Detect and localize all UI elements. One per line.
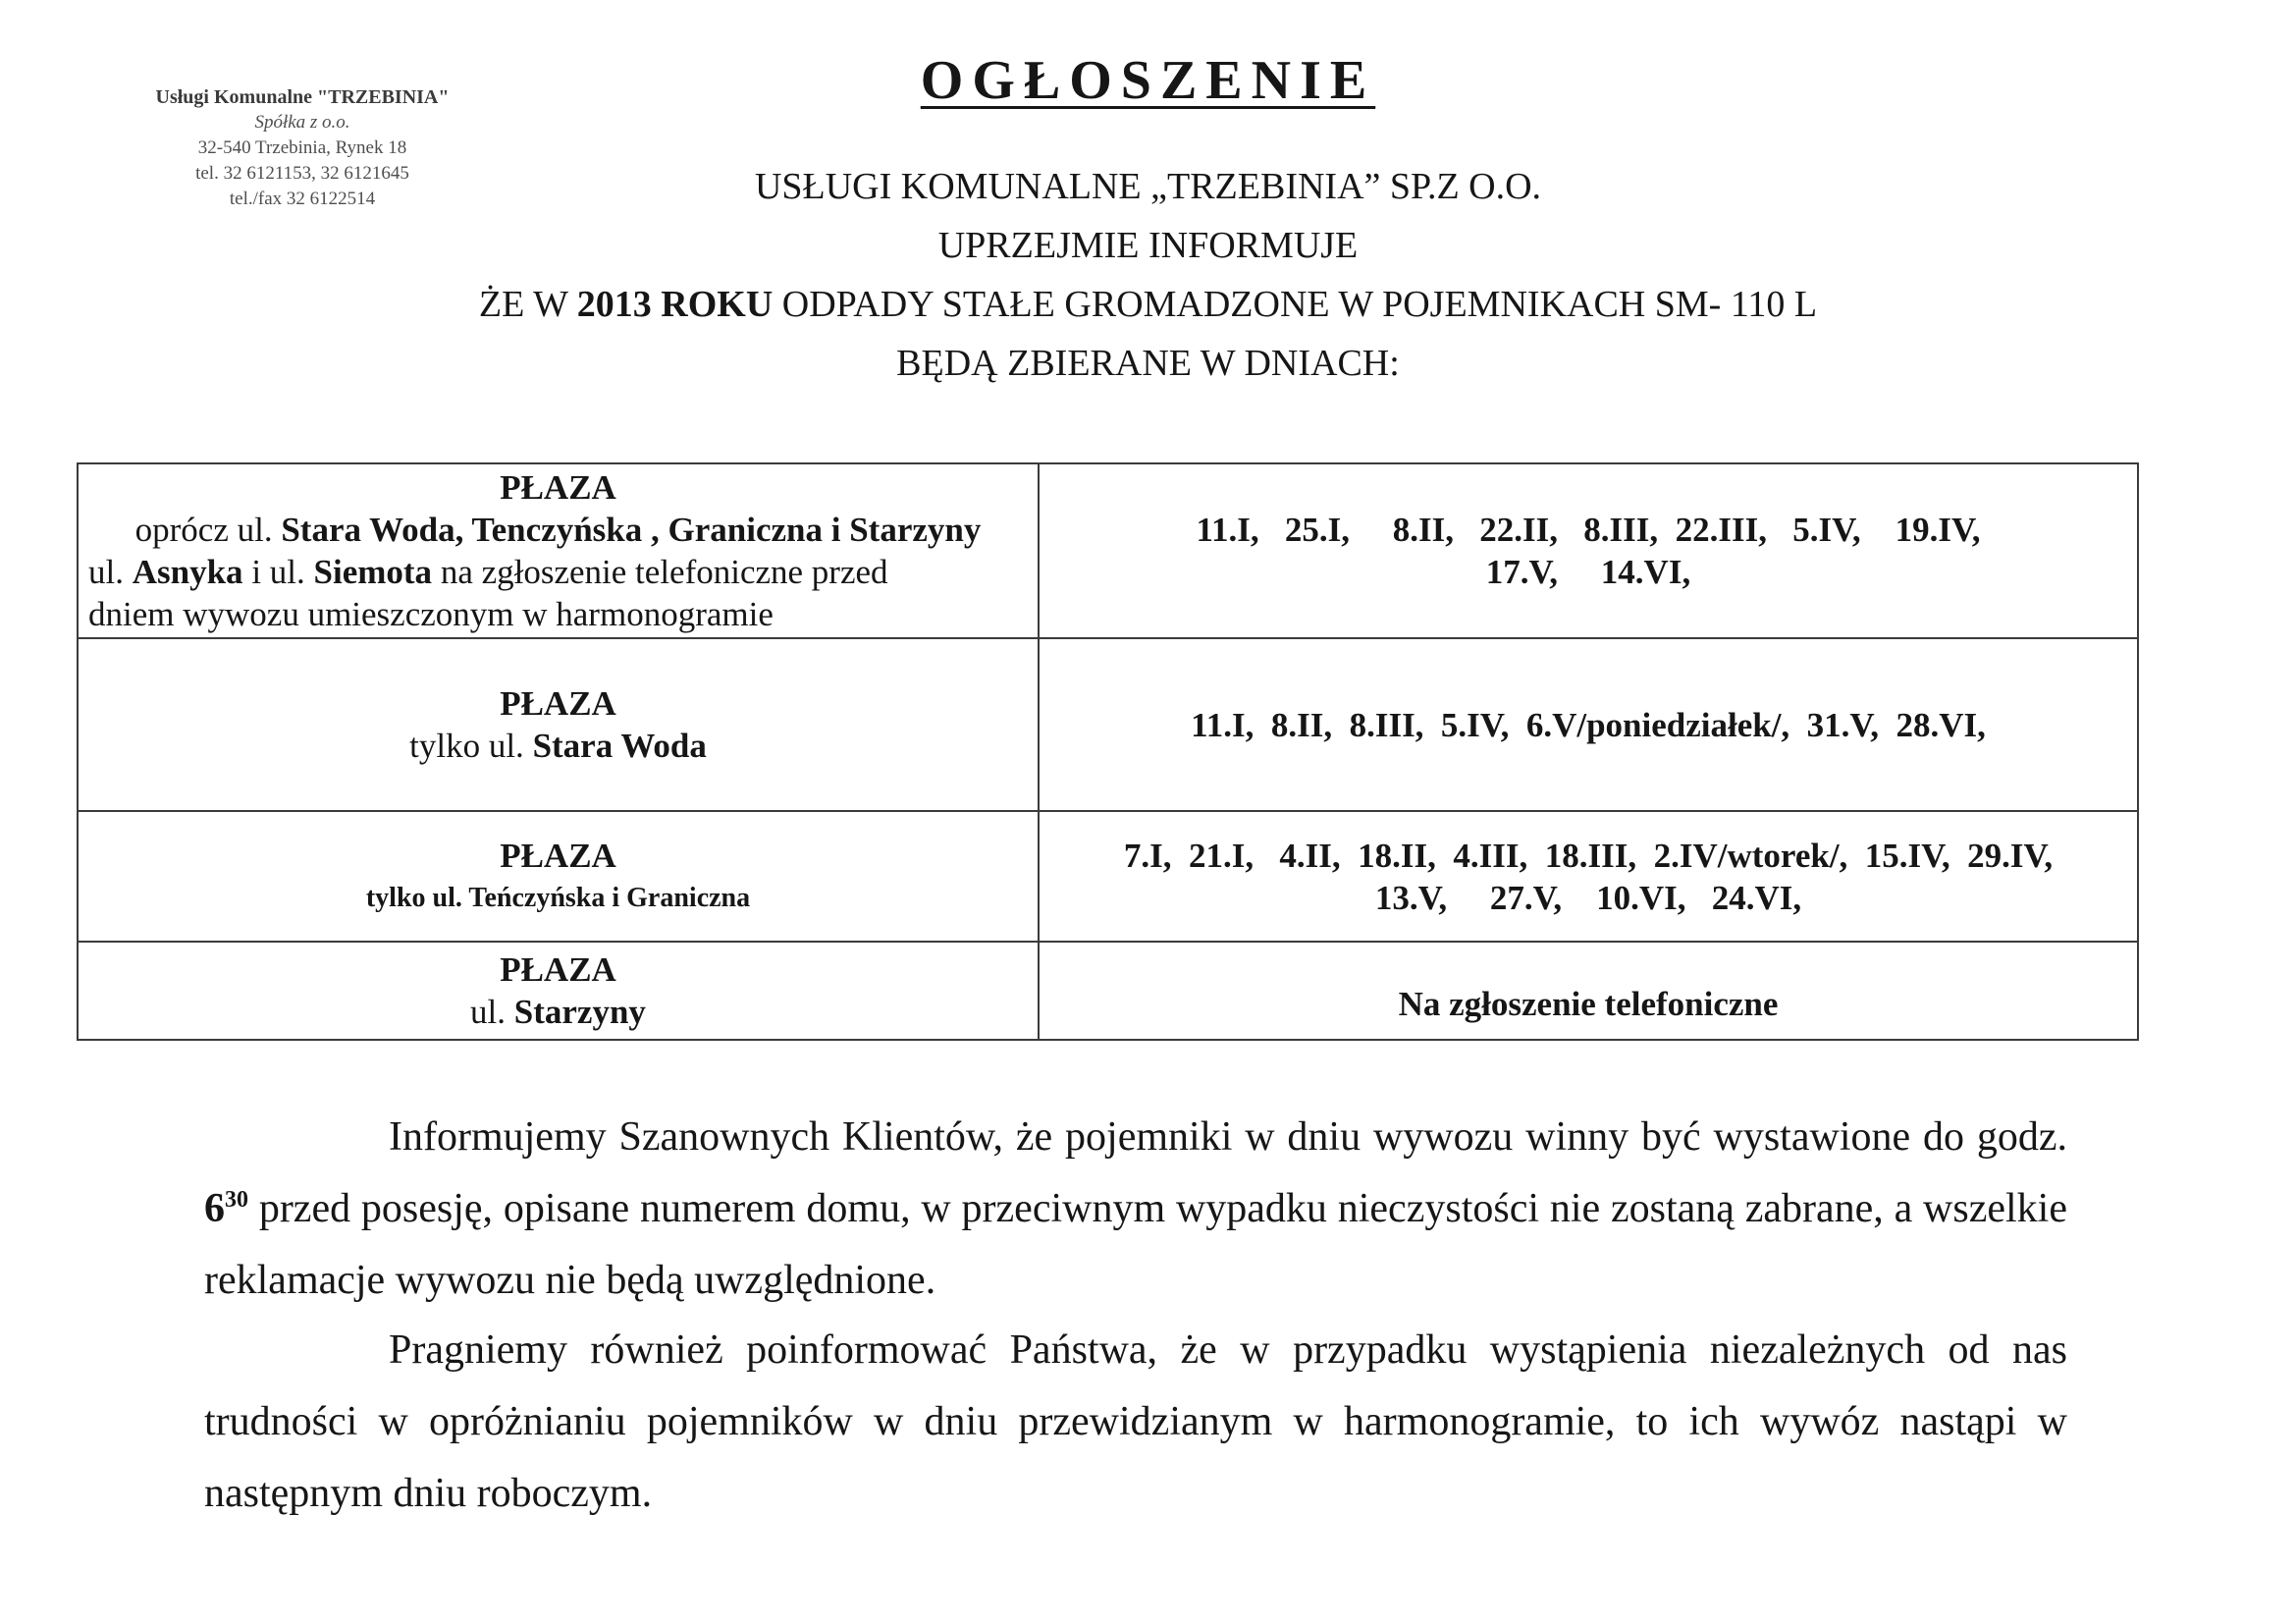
area-name: PŁAZA <box>500 684 616 723</box>
desc-text: tylko ul. <box>409 727 533 765</box>
paragraph-text: Pragniemy również poinformować Państwa, że w przypadku wystąpienia niezależnych od nas trudności w opróżnianiu pojemników w dniu przewidzianym w harmonogramie, to ich wywóz nastąpi w następnym dniu roboczym. <box>204 1327 2067 1516</box>
desc-text: ul. <box>88 553 133 591</box>
days-line: 13.V, 27.V, 10.VI, 24.VI, <box>1374 878 1802 917</box>
collection-line-start: ŻE W <box>478 284 577 325</box>
days-cell <box>1039 463 2138 638</box>
area-desc: tylko ul. Teńczyńska i Graniczna <box>365 882 751 913</box>
days-line: 11.I, 25.I, 8.II, 22.II, 8.III, 22.III, 5.IV, 19.IV, <box>1196 511 1981 549</box>
days-cell <box>1039 942 2138 1040</box>
area-desc <box>88 551 1028 593</box>
desc-streets: Stara Woda, Tenczyńska , Graniczna i Starzyny <box>281 511 982 549</box>
table-row <box>78 638 2138 811</box>
area-cell <box>78 811 1039 942</box>
desc-text: na zgłoszenie telefoniczne przed <box>432 553 888 591</box>
desc-street: Starzyny <box>513 993 646 1031</box>
area-cell <box>78 942 1039 1040</box>
paragraph-text: przed posesję, opisane numerem domu, w przeciwnym wypadku nieczystości nie zostaną zabrane, a wszelkie reklamacje wywozu nie będą uwzględnione. <box>204 1186 2067 1303</box>
days-line: 11.I, 8.II, 8.III, 5.IV, 6.V/poniedziałek/, 31.V, 28.VI, <box>1191 705 1986 744</box>
area-name: PŁAZA <box>500 468 616 507</box>
desc-street: Asnyka <box>132 553 243 591</box>
area-cell <box>78 638 1039 811</box>
area-name: PŁAZA <box>500 836 616 875</box>
stamp-line: tel. 32 6121153, 32 6121645 <box>195 163 409 184</box>
stamp-line: tel./fax 32 6122514 <box>229 189 376 209</box>
schedule-table <box>77 462 2139 1041</box>
table-row <box>78 463 2138 638</box>
collection-line-end: ODPADY STAŁE GROMADZONE W POJEMNIKACH SM- 110 L <box>773 284 1818 325</box>
collection-line <box>0 275 2296 334</box>
days-cell <box>1039 638 2138 811</box>
stamp-line: Usługi Komunalne "TRZEBINIA" <box>155 86 450 108</box>
days-cell <box>1039 811 2138 942</box>
info-paragraph <box>204 1315 2067 1530</box>
year: 2013 ROKU <box>576 284 774 325</box>
company-name: USŁUGI KOMUNALNE „TRZEBINIA” SP.Z O.O. <box>754 166 1542 207</box>
desc-street: Stara Woda <box>532 727 707 765</box>
days-intro: BĘDĄ ZBIERANE W DNIACH: <box>896 343 1400 384</box>
announcement-header <box>0 157 2296 393</box>
area-desc <box>88 725 1028 767</box>
desc-text: i ul. <box>242 553 314 591</box>
area-desc <box>88 509 1028 551</box>
stamp-line: 32-540 Trzebinia, Rynek 18 <box>197 137 407 158</box>
announcement-title <box>0 49 2296 112</box>
days-line: 7.I, 21.I, 4.II, 18.II, 4.III, 18.III, 2.IV/wtorek/, 15.IV, 29.IV, <box>1123 836 2054 875</box>
table-row <box>78 942 2138 1040</box>
days-line: 17.V, 14.VI, <box>1485 553 1691 591</box>
days-line: Na zgłoszenie telefoniczne <box>1398 984 1779 1023</box>
stamp-line: Spółka z o.o. <box>254 112 350 133</box>
desc-text: oprócz ul. <box>134 511 282 549</box>
info-paragraph <box>204 1102 2067 1317</box>
area-desc <box>88 991 1028 1033</box>
desc-text: ul. <box>470 993 514 1031</box>
area-desc: dniem wywozu umieszczonym w harmonogramie <box>88 595 774 633</box>
desc-street: Siemota <box>313 553 433 591</box>
area-cell <box>78 463 1039 638</box>
table-row <box>78 811 2138 942</box>
hour <box>204 1186 248 1231</box>
hour-value: 6 <box>204 1186 225 1231</box>
paragraph-text: Informujemy Szanownych Klientów, że pojemniki w dniu wywozu winny być wystawione do godz. <box>389 1114 2067 1160</box>
area-name: PŁAZA <box>500 950 616 989</box>
inform-line: UPRZEJMIE INFORMUJE <box>937 225 1359 266</box>
minutes-value: 30 <box>225 1187 248 1213</box>
title-text: OGŁOSZENIE <box>920 50 1376 111</box>
